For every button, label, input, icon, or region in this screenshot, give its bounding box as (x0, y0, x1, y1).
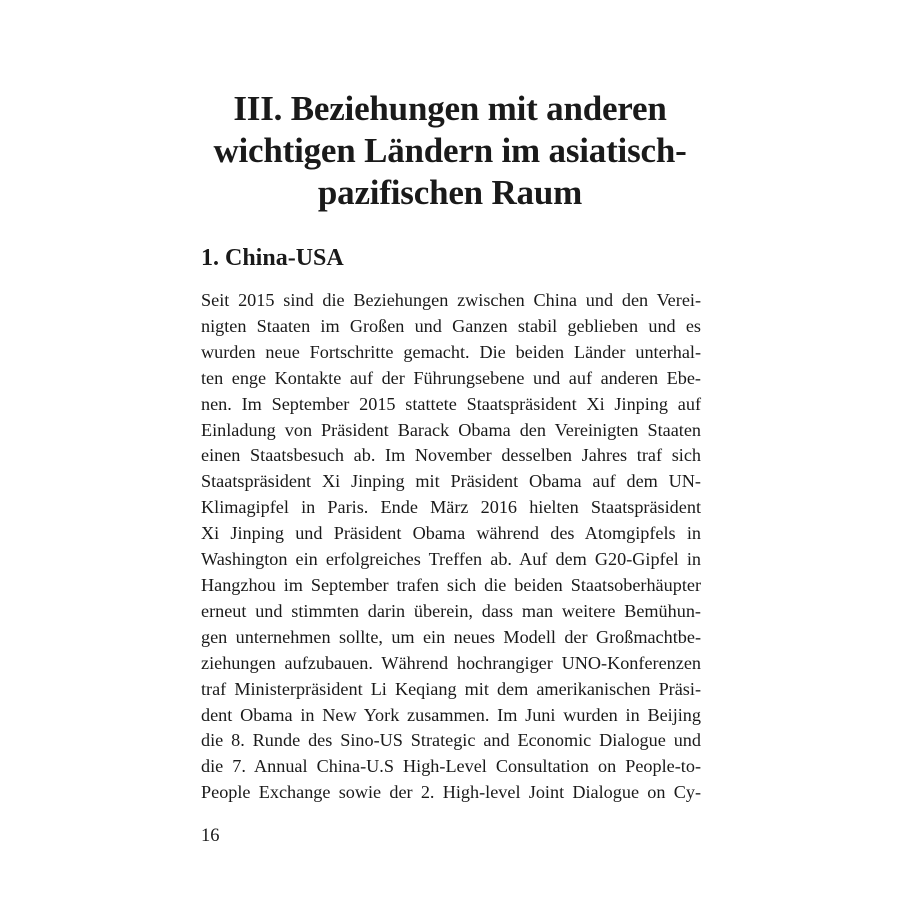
text-line: ziehungen aufzubauen. Während hochrangiger UNO-Konferenzen (201, 652, 701, 673)
text-line: Klimagipfel in Paris. Ende März 2016 hielten Staatspräsident (201, 497, 701, 518)
text-line: People Exchange sowie der 2. High-level Joint Dialogue on Cy- (201, 782, 701, 803)
text-line: Seit 2015 sind die Beziehungen zwischen China und den Verei- (201, 290, 701, 310)
text-line: nen. Im September 2015 stattete Staatspräsident Xi Jinping auf (201, 393, 701, 414)
text-line: wurden neue Fortschritte gemacht. Die beiden Länder unterhal- (201, 341, 701, 362)
text-line: erneut und stimmten darin überein, dass man weitere Bemühun- (201, 600, 701, 621)
text-line: die 8. Runde des Sino-US Strategic and Economic Dialogue und (201, 730, 701, 751)
text-line: Einladung von Präsident Barack Obama den Vereinigten Staaten (201, 419, 701, 440)
body-paragraph (201, 288, 701, 806)
section-heading: 1. China-USA (201, 245, 344, 271)
text-line: ten enge Kontakte auf der Führungsebene und auf anderen Ebe- (201, 367, 701, 388)
chapter-title-line: III. Beziehungen mit anderen (233, 89, 667, 128)
text-line: Xi Jinping und Präsident Obama während des Atomgipfels in (201, 523, 701, 544)
text-line: gen unternehmen sollte, um ein neues Modell der Großmachtbe- (201, 626, 701, 647)
text-line: Hangzhou im September trafen sich die beiden Staatsoberhäupter (201, 574, 701, 595)
chapter-title-line: pazifischen Raum (317, 173, 583, 212)
chapter-title (150, 88, 750, 214)
text-line: traf Ministerpräsident Li Keqiang mit dem amerikanischen Präsi- (201, 678, 701, 699)
text-line: einen Staatsbesuch ab. Im November desselben Jahres traf sich (201, 445, 701, 466)
chapter-title-line: wichtigen Ländern im asiatisch- (213, 131, 687, 170)
text-line: dent Obama in New York zusammen. Im Juni wurden in Beijing (201, 704, 701, 725)
text-line: die 7. Annual China-U.S High-Level Consultation on People-to- (201, 756, 701, 777)
text-line: Staatspräsident Xi Jinping mit Präsident Obama auf dem UN- (201, 471, 701, 492)
text-line: nigten Staaten im Großen und Ganzen stabil geblieben und es (201, 315, 701, 336)
text-line: Washington ein erfolgreiches Treffen ab. Auf dem G20-Gipfel in (201, 549, 701, 570)
page-number: 16 (201, 826, 220, 846)
